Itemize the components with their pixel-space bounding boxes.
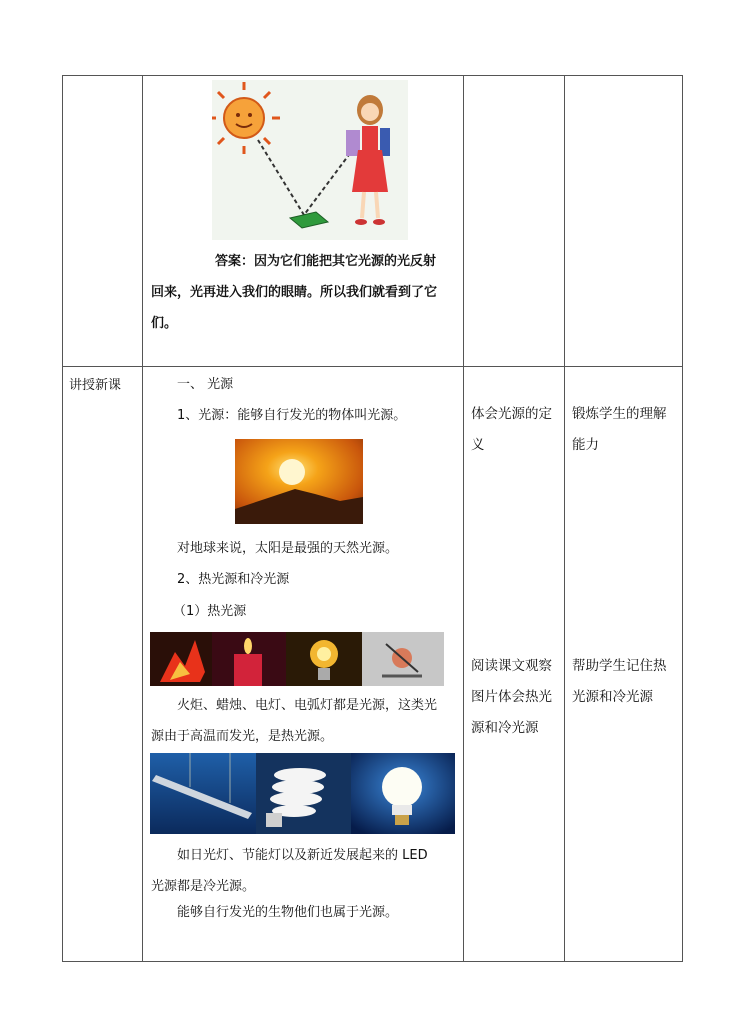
answer-line-1: 因为它们能把其它光源的光反射 [254,254,437,269]
answer-paragraph [151,246,457,339]
sunset-image [235,439,363,524]
hot-text-line-1: 火炬、蜡烛、电灯、电弧灯都是光源，这类光 [177,698,438,713]
sun-sentence: 对地球来说，太阳是最强的天然光源。 [177,541,399,556]
heading-hot-source: （1）热光源 [173,604,247,619]
table-row-reflection [63,76,683,367]
content-cell-light-sources [143,367,464,962]
activity-cell [464,367,565,962]
section-cell-empty [63,76,143,367]
purpose-understanding [565,395,673,461]
purpose1-line-1: 锻炼学生的理解 [572,406,667,422]
activity1-line-2: 义 [471,437,485,453]
activity1-line-1: 体会光源的定 [471,406,552,422]
activity2-line-2: 图片体会热光 [471,689,552,705]
purpose-memory [565,647,673,713]
answer-line-3: 们。 [151,316,178,331]
purpose2-line-1: 帮助学生记住热 [572,658,667,674]
reflection-illustration [212,80,408,240]
activity-reading [464,647,558,744]
purpose1-line-2: 能力 [572,437,599,453]
activity2-line-3: 源和冷光源 [471,720,539,736]
heading-hot-cold: 2、热光源和冷光源 [177,572,290,587]
lesson-table [62,75,683,962]
hot-sources-image-strip [150,632,444,686]
purpose-cell [565,367,683,962]
hot-source-paragraph [151,690,461,752]
activity-definition [464,395,558,461]
activity-cell-empty [464,76,565,367]
answer-label: 答案： [215,254,255,269]
cold-text-line-1: 如日光灯、节能灯以及新近发展起来的 LED [177,848,428,863]
cold-text-line-2: 光源都是冷光源。 [151,879,256,894]
content-cell-reflection [143,76,464,367]
hot-text-line-2: 源由于高温而发光，是热光源。 [151,729,334,744]
cold-sources-image-strip [150,753,455,834]
section-label: 讲授新课 [69,378,122,393]
bio-sentence: 能够自行发光的生物他们也属于光源。 [177,905,399,920]
purpose-cell-empty [565,76,683,367]
section-cell [63,367,143,962]
activity2-line-1: 阅读课文观察 [471,658,552,674]
answer-line-2: 回来，光再进入我们的眼睛。所以我们就看到了它 [151,285,438,300]
purpose2-line-2: 光源和冷光源 [572,689,653,705]
light-source-definition: 1、光源：能够自行发光的物体叫光源。 [177,408,407,423]
heading-light-source: 一、 光源 [177,377,234,392]
table-row-new-lesson [63,367,683,962]
cold-source-paragraph [151,840,461,902]
